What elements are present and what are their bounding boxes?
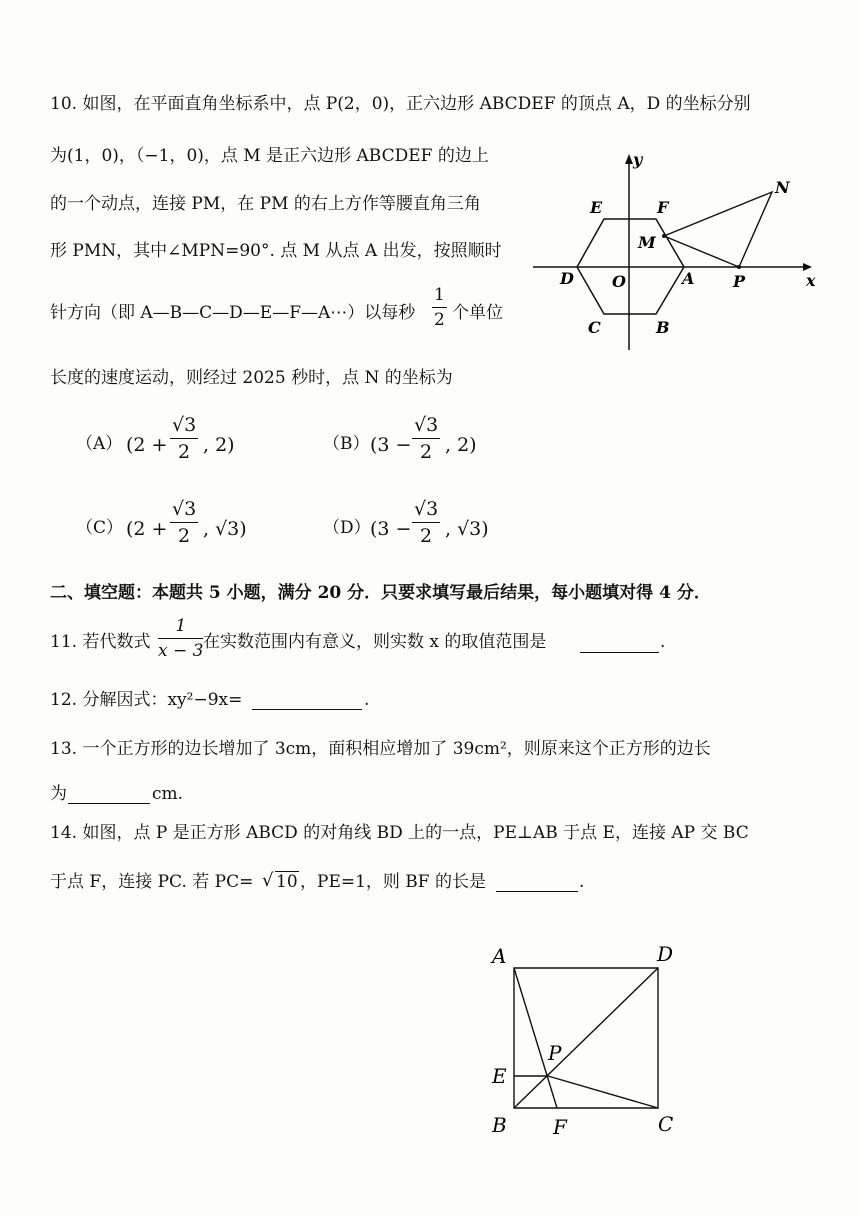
- q11-post: 在实数范围内有意义，则实数 x 的取值范围是: [203, 632, 547, 652]
- option-c-post: , √3): [203, 518, 247, 540]
- label-a: A: [682, 269, 695, 288]
- option-d-pre: (3 −: [370, 518, 412, 540]
- q14-line2-pre: 于点 F，连接 PC. 若 PC=: [50, 872, 254, 892]
- label-b: B: [492, 1113, 507, 1137]
- q13-line1: 13. 一个正方形的边长增加了 3cm，面积相应增加了 39cm²，则原来这个正方形的边长: [50, 739, 711, 759]
- fraction-denominator: 2: [420, 441, 433, 463]
- q10-line2: 为(1，0)，（−1，0)，点 M 是正六边形 ABCDEF 的边上: [50, 146, 489, 166]
- label-p: P: [733, 272, 746, 291]
- option-b-label: （B）: [323, 434, 370, 454]
- label-m: M: [638, 233, 656, 252]
- q14-end: .: [579, 872, 585, 892]
- sqrt-value: 10: [276, 872, 298, 892]
- fraction-numerator: 1: [432, 285, 447, 308]
- q10-line1: 10. 如图，在平面直角坐标系中，点 P(2，0)，正六边形 ABCDEF 的顶点 A，D 的坐标分别: [50, 94, 751, 114]
- fraction-numerator: 1: [158, 616, 203, 639]
- q10-line3: 的一个动点，连接 PM，在 PM 的右上方作等腰直角三角: [50, 194, 481, 214]
- label-e: E: [492, 1064, 507, 1088]
- q10-line6: 长度的速度运动，则经过 2025 秒时，点 N 的坐标为: [50, 368, 453, 388]
- fraction-denominator: 2: [178, 441, 191, 463]
- label-f: F: [553, 1115, 567, 1139]
- option-a-label: （A）: [76, 434, 123, 454]
- fraction-denominator: 2: [178, 525, 191, 547]
- label-d: D: [560, 269, 574, 288]
- option-c-label: （C）: [76, 518, 124, 538]
- label-x: x: [806, 271, 816, 290]
- fraction-denominator: x − 3: [158, 641, 204, 661]
- fraction-numerator: √3: [170, 414, 198, 439]
- q13-line2-pre: 为: [50, 784, 67, 804]
- label-y: y: [633, 150, 643, 169]
- q11-pre: 11. 若代数式: [50, 632, 151, 652]
- label-f: F: [657, 198, 669, 217]
- option-b-pre: (3 −: [370, 434, 412, 456]
- label-b: B: [656, 318, 670, 337]
- label-d: D: [657, 942, 674, 966]
- option-d-post: , √3): [445, 518, 489, 540]
- label-o: O: [612, 272, 626, 291]
- fraction-denominator: 2: [434, 310, 445, 330]
- fraction-denominator: 2: [420, 525, 433, 547]
- option-d-label: （D）: [323, 518, 371, 538]
- fraction-numerator: √3: [412, 414, 440, 439]
- option-c-pre: (2 +: [126, 518, 168, 540]
- segment-pc: [548, 1076, 658, 1108]
- q10-line5a: 针方向（即 A—B—C—D—E—F—A⋯）以每秒: [50, 303, 416, 323]
- option-a-pre: (2 +: [126, 434, 168, 456]
- label-c: C: [658, 1112, 674, 1136]
- q13-line2-post: cm.: [152, 784, 184, 804]
- label-n: N: [775, 178, 790, 197]
- option-a-post: , 2): [203, 434, 235, 456]
- q12-end: .: [364, 690, 370, 710]
- option-b-post: , 2): [445, 434, 477, 456]
- q10-line4: 形 PMN，其中∠MPN=90°. 点 M 从点 A 出发，按照顺时: [50, 241, 502, 261]
- q12-pre: 12. 分解因式：xy²−9x=: [50, 690, 243, 710]
- q14-line2-mid: ，PE=1，则 BF 的长是: [300, 872, 487, 892]
- fraction-numerator: √3: [170, 498, 198, 523]
- label-c: C: [588, 318, 601, 337]
- label-p: P: [548, 1041, 562, 1065]
- section-2-heading: 二、填空题：本题共 5 小题，满分 20 分．只要求填写最后结果，每小题填对得 4 分．: [50, 583, 711, 603]
- q14-line1: 14. 如图，点 P 是正方形 ABCD 的对角线 BD 上的一点，PE⊥AB 于点 E，连接 AP 交 BC: [50, 823, 749, 843]
- label-a: A: [492, 944, 507, 968]
- q11-end: .: [660, 632, 666, 652]
- fraction-numerator: √3: [412, 498, 440, 523]
- q10-line5b: 个单位: [452, 303, 503, 323]
- sqrt-symbol: √ 10: [262, 870, 298, 892]
- label-e: E: [590, 198, 603, 217]
